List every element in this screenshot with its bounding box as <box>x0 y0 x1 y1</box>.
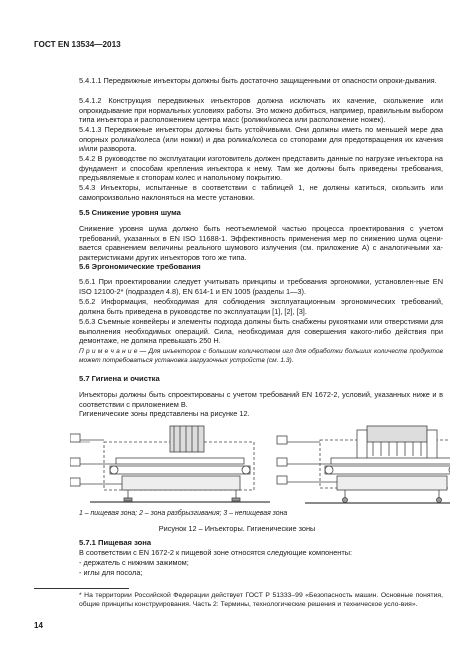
document-header: ГОСТ EN 13534—2013 <box>34 40 121 49</box>
section-heading-5-7-1: 5.7.1 Пищевая зона <box>79 538 152 547</box>
paragraph-5-4-1-3: 5.4.1.3 Передвижные инъекторы должны быть устойчивыми. Они должны иметь по меньшей мере два опорных ролика/колеса (или ножки) и два ролика/колеса со стопорами для предотвращения их качения и/или разворота. <box>79 125 443 154</box>
footnote: * На территории Российской Федерации действует ГОСТ Р 51333–99 «Безопасность машин. Основные понятия, общие принципы конструирования. Часть 2: Термины, технологические решения и техническое усло-вия». <box>79 592 443 608</box>
paragraph-5-7-intro: Инъекторы должны быть спроектированы с учетом требований EN 1672-2, условий, указанных ниже и в соответствии с приложением В. <box>79 390 443 409</box>
left-injector-drawing <box>70 426 270 502</box>
figure-12-injector-drawings <box>70 420 450 520</box>
machine-body-left <box>122 476 240 490</box>
list-item-holder: - держатель с нижним зажимом; <box>79 558 189 567</box>
footnote-divider <box>34 588 129 589</box>
figure-caption: Рисунок 12 – Инъекторы. Гигиенические зоны <box>158 524 316 533</box>
section-heading-5-6: 5.6 Эргономические требования <box>79 262 201 271</box>
needle-head-right <box>367 426 427 442</box>
machine-body-right <box>337 476 447 490</box>
right-injector-drawing <box>277 426 450 503</box>
paragraph-5-5: Снижение уровня шума должно быть неотъемлемой частью процесса проектирования с учетом требований, указанных в EN ISO 11688-1. Эффективность применения мер по снижению шума оцени-вается сравнением величины реального шумового излучения (см. приложение А) с аналогичными ха-рактеристиками других инъекторов того же типа. <box>79 224 443 262</box>
paragraph-5-4-3: 5.4.3 Инъекторы, испытанные в соответствии с таблицей 1, не должны катиться, скользить или самопроизвольно наклоняться на месте установки. <box>79 183 443 202</box>
list-item-needles: - иглы для посола; <box>79 568 143 577</box>
section-heading-5-5: 5.5 Снижение уровня шума <box>79 208 181 217</box>
paragraph-5-6-1: 5.6.1 При проектировании следует учитывать принципы и требования эргономики, установлен-ные EN ISO 12100-2* (подраздел 4.8), EN 614-1 и EN 1005 (разделы 1—3). <box>79 277 443 296</box>
paragraph-5-4-2: 5.4.2 В руководстве по эксплуатации изготовитель должен представить данные по нагрузке инъектора на фундамент и способам крепления инъектора к нему. Там же должны быть приведены требования, предъявляемые к стопорам колес и напольному покрытию. <box>79 154 443 183</box>
paragraph-5-6-2: 5.6.2 Информация, необходимая для соблюдения эксплуатационным эргономических требований, должна быть приведена в руководстве по эксплуатации [1], [2], [3]. <box>79 297 443 316</box>
paragraph-5-6-3: 5.6.3 Съемные конвейеры и элементы подхода должны быть снабжены рукоятками или отверстиями для выполнения необходимых операций. Сила, необходимая для совершения какого-либо действия при демонтаже, не должна превышать 250 Н. <box>79 317 443 346</box>
figure-legend: 1 – пищевая зона; 2 – зона разбрызгивания; 3 – непищевая зона <box>79 510 288 517</box>
conveyor-belt-left <box>110 466 250 474</box>
paragraph-5-4-1-2: 5.4.1.2 Конструкция передвижных инъекторов должна исключать их качение, скольжение или опрокидывание при нормальных условиях работы. Это можно добиться, например, правильным выбором типа инъектора и расположением центра масс (ролики/колеса или расположение ножек). <box>79 96 443 125</box>
section-heading-5-7: 5.7 Гигиена и очистка <box>79 374 160 383</box>
conveyor-belt-right <box>325 466 450 474</box>
paragraph-5-4-1-1: 5.4.1.1 Передвижные инъекторы должны быть достаточно защищенными от опасности опроки-дывания. <box>79 76 437 85</box>
needle-head-left <box>170 426 204 452</box>
food-zone-right <box>331 458 450 464</box>
food-zone-left <box>116 458 244 464</box>
note-paragraph: П р и м е ч а н и е — Для инъекторов с большим количеством игл для обработки больших количеств продуктов может потребоваться установка загрузочных устройств (см. 1.3). <box>79 348 443 364</box>
page-number: 14 <box>34 621 43 630</box>
paragraph-5-7-1: В соответствии с EN 1672-2 к пищевой зоне относятся следующие компоненты: <box>79 548 353 557</box>
paragraph-5-7-figure-ref: Гигиенические зоны представлены на рисунке 12. <box>79 409 250 418</box>
